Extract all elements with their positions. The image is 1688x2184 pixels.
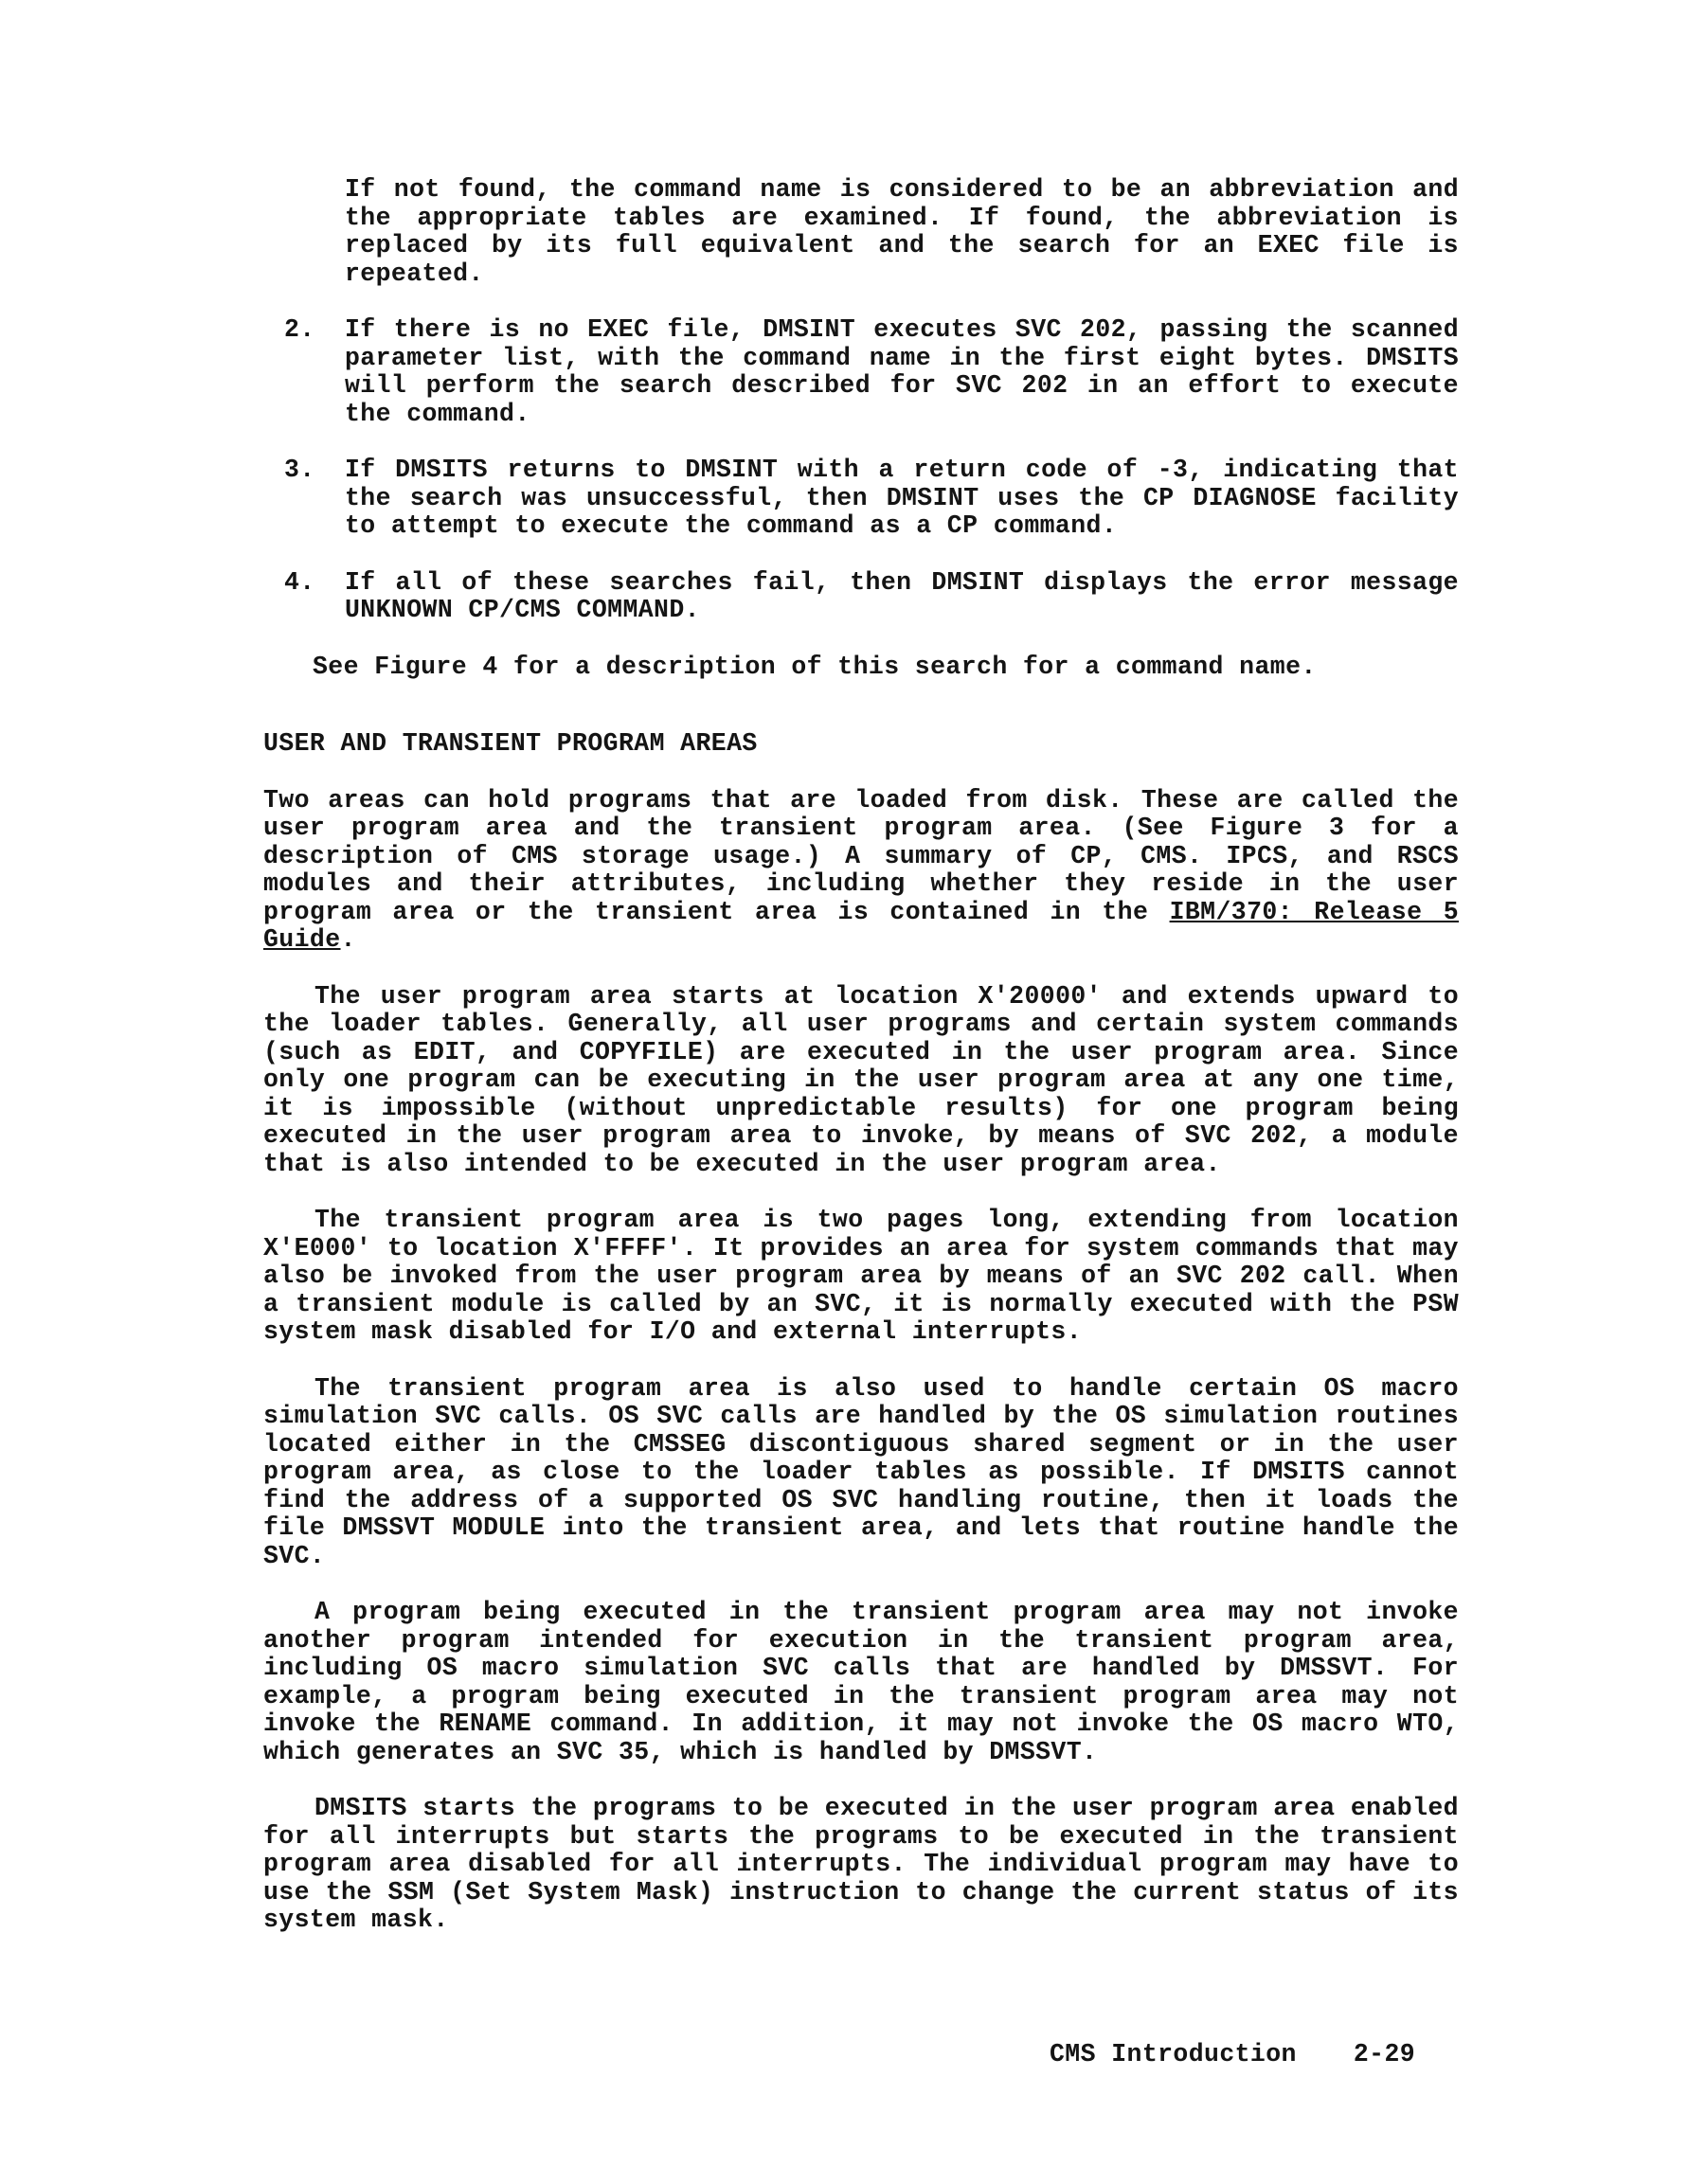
paragraph: DMSITS starts the programs to be executed in the user program area enabled for all interrupts but starts the programs to be executed in the transient program area disabled for all interrupts. The individual program may have to use the SSM (Set System Mask) instruction to change the current status of its system mask. [263,1794,1459,1934]
paragraph-end: . [340,925,356,954]
paragraph: The transient program area is also used to handle certain OS macro simulation SVC calls. OS SVC calls are handled by the OS simulation routines located either in the CMSSEG discontiguous shared segment or in the user program area, as close to the loader tables as possible. If DMSITS cannot find the address of a supported OS SVC handling routine, then it loads the file DMSSVT MODULE into the transient area, and lets that routine handle the SVC. [263,1373,1459,1570]
list-item-number: 4. [284,567,315,597]
list-item [284,456,1459,541]
list-item-number: 2. [284,315,315,344]
paragraph: A program being executed in the transient program area may not invoke another program intended for execution in the transient program area, including OS macro simulation SVC calls that are handled by DMSSVT. For example, a program being executed in the transient program area may not invoke the RENAME command. In addition, it may not invoke the OS macro WTO, which generates an SVC 35, which is handled by DMSSVT. [263,1598,1459,1766]
list-item [284,567,1459,625]
intro-continuation: If not found, the command name is considered to be an abbreviation and the appropriate tables are examined. If found, the abbreviation is replaced by its full equivalent and the search for an EXEC file is repeated. [345,175,1459,288]
section-heading: USER AND TRANSIENT PROGRAM AREAS [263,729,758,758]
paragraph: The transient program area is two pages long, extending from location X'E000' to location X'FFFF'. It provides an area for system commands that may also be invoked from the user program area by means of an SVC 202 call. When a transient module is called by an SVC, it is normally executed with the PSW system mask disabled for I/O and external interrupts. [263,1206,1459,1346]
document-page [263,176,1459,1963]
page-number: 2-29 [1353,2040,1416,2068]
list-item [284,315,1459,428]
list-item-number: 3. [284,456,315,484]
paragraph: The user program area starts at location X'20000' and extends upward to the loader tables. Generally, all user programs and certain system commands (such as EDIT, and COPYFILE) are executed in the user program area. Since only one program can be executing in the user program area at any one time, it is impossible (without unpredictable results) for one program being executed in the user program area to invoke, by means of SVC 202, a module that is also intended to be executed in the user program area. [263,981,1459,1178]
list-item-text: If there is no EXEC file, DMSINT executes SVC 202, passing the scanned parameter list, with the command name in the first eight bytes. DMSITS will perform the search described for SVC 202 in an effort to execute the command. [345,315,1459,428]
list-item-text: If all of these searches fail, then DMSINT displays the error message UNKNOWN CP/CMS COMMAND. [345,567,1459,624]
page-footer [1050,2040,1415,2068]
paragraph-text: Two areas can hold programs that are loaded from disk. These are called the user program area and the transient program area. (See Figure 3 for a description of CMS storage usage.) A summary of CP, CMS. IPCS, and RSCS modules and their attributes, including whether they reside in the user program area or the transient area is contained in the [263,785,1459,926]
paragraph [263,787,1459,955]
list-item-text: If DMSITS returns to DMSINT with a return code of -3, indicating that the search was unsuccessful, then DMSINT uses the CP DIAGNOSE facility to attempt to execute the command as a CP command. [345,456,1459,540]
footer-title: CMS Introduction [1050,2040,1297,2068]
see-figure-note: See Figure 4 for a description of this search for a command name. [313,652,1317,681]
reference-title: IBM/370: Release 5 Guide [263,897,1459,954]
